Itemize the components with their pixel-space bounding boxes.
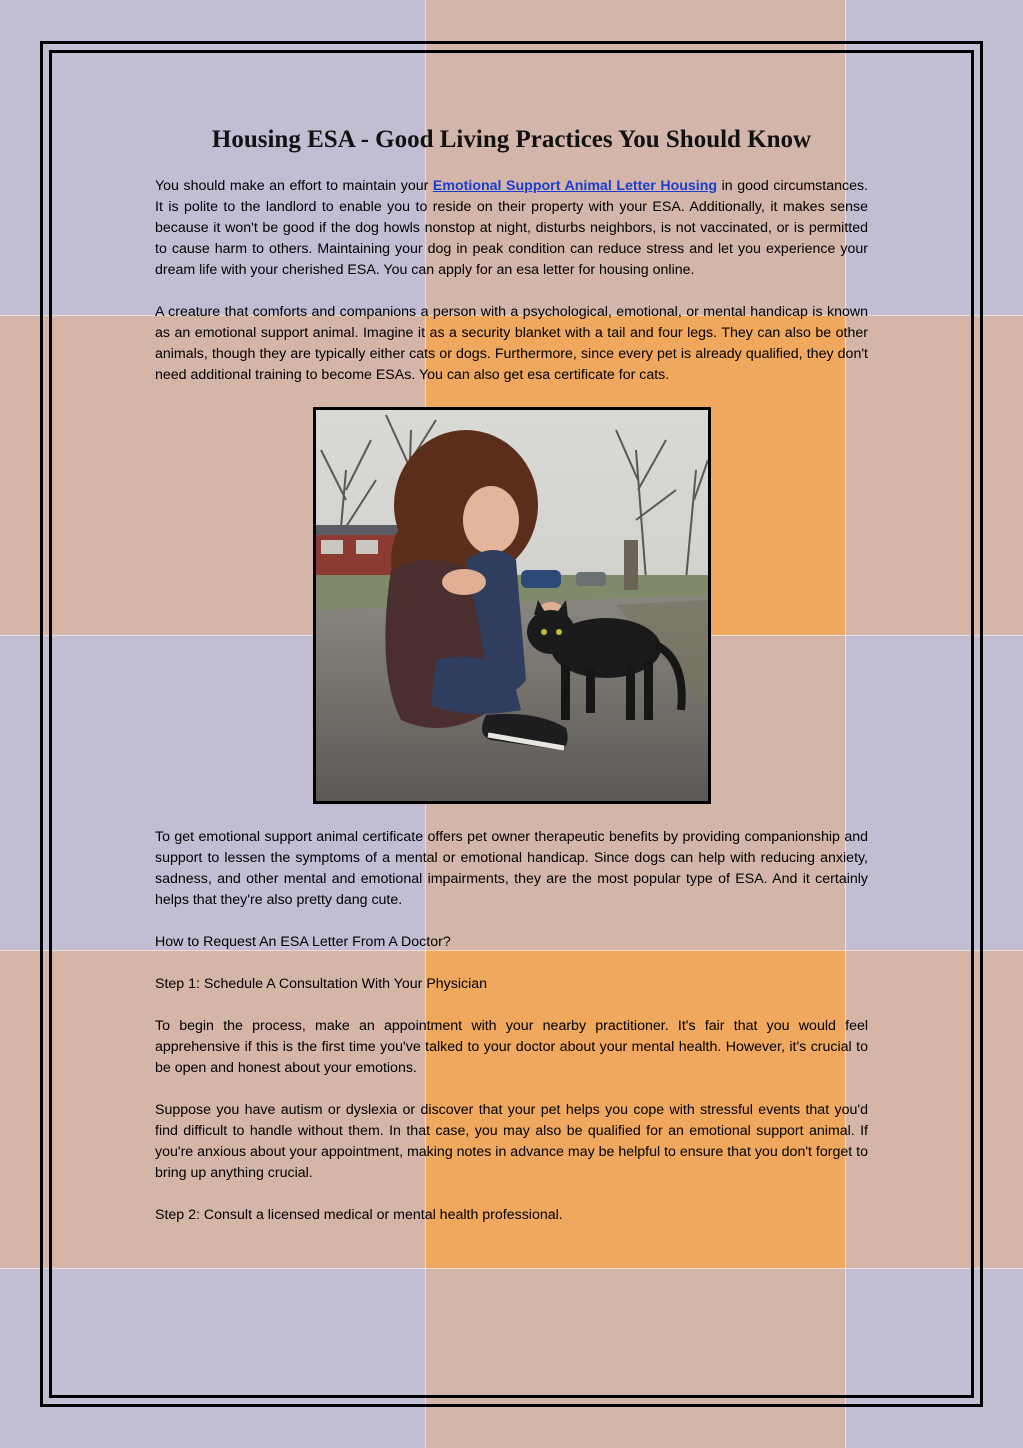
- paragraph-qualification: Suppose you have autism or dyslexia or discover that your pet helps you cope with stressful events that you'd find difficult to handle without them. In that case, you may also be qualified for an emotional support animal. If you're anxious about your appointment, making notes in advance may be helpful to ensure that you don't forget to bring up anything crucial.: [155, 1102, 868, 1181]
- page-title: Housing ESA - Good Living Practices You Should Know: [211, 126, 812, 153]
- paragraph-intro: [155, 176, 868, 281]
- spacer: [155, 804, 868, 827]
- step-1-heading: Step 1: Schedule A Consultation With Your Physician: [155, 976, 488, 992]
- heading-request-letter: How to Request An ESA Letter From A Doctor?: [155, 934, 451, 950]
- paragraph-certificate: To get emotional support animal certificate offers pet owner therapeutic benefits by providing companionship and support to lessen the symptoms of a mental or emotional handicap. Since dogs can help with reducing anxiety, sadness, and other mental and emotional impairments, they are the most popular type of ESA. And it certainly helps that they're also pretty dang cute.: [155, 829, 868, 908]
- paragraph-intro-text-cont: in good circumstances. It is polite to the landlord to enable you to reside on their property with your ESA. Additionally, it makes sense because it won't be good if the dog howls nonstop at night, disturbs neighbors, is not vaccinated, or is permitted to cause harm to others. Maintaining your dog in peak condition can reduce stress and let you experience your dream life with your cherished ESA. You can apply for an esa letter for housing online.: [155, 178, 868, 278]
- woman-with-cat-photo: [313, 407, 711, 804]
- paragraph-intro-text: You should make an effort to maintain your: [155, 178, 433, 194]
- step-2-heading: Step 2: Consult a licensed medical or mental health professional.: [155, 1207, 563, 1223]
- document-body: [155, 125, 868, 1247]
- paragraph-appointment: To begin the process, make an appointment with your nearby practitioner. It's fair that you would feel apprehensive if this is the first time you've talked to your doctor about your mental health. However, it's crucial to be open and honest about your emotions.: [155, 1018, 868, 1076]
- paragraph-definition: A creature that comforts and companions a person with a psychological, emotional, or mental handicap is known as an emotional support animal. Imagine it as a security blanket with a tail and four legs. They can also be other animals, though they are typically either cats or dogs. Furthermore, since every pet is already qualified, they don't need additional training to become ESAs. You can also get esa certificate for cats.: [155, 304, 868, 383]
- photo-illustration: [316, 410, 708, 801]
- esa-housing-link[interactable]: Emotional Support Animal Letter Housing: [432, 178, 718, 194]
